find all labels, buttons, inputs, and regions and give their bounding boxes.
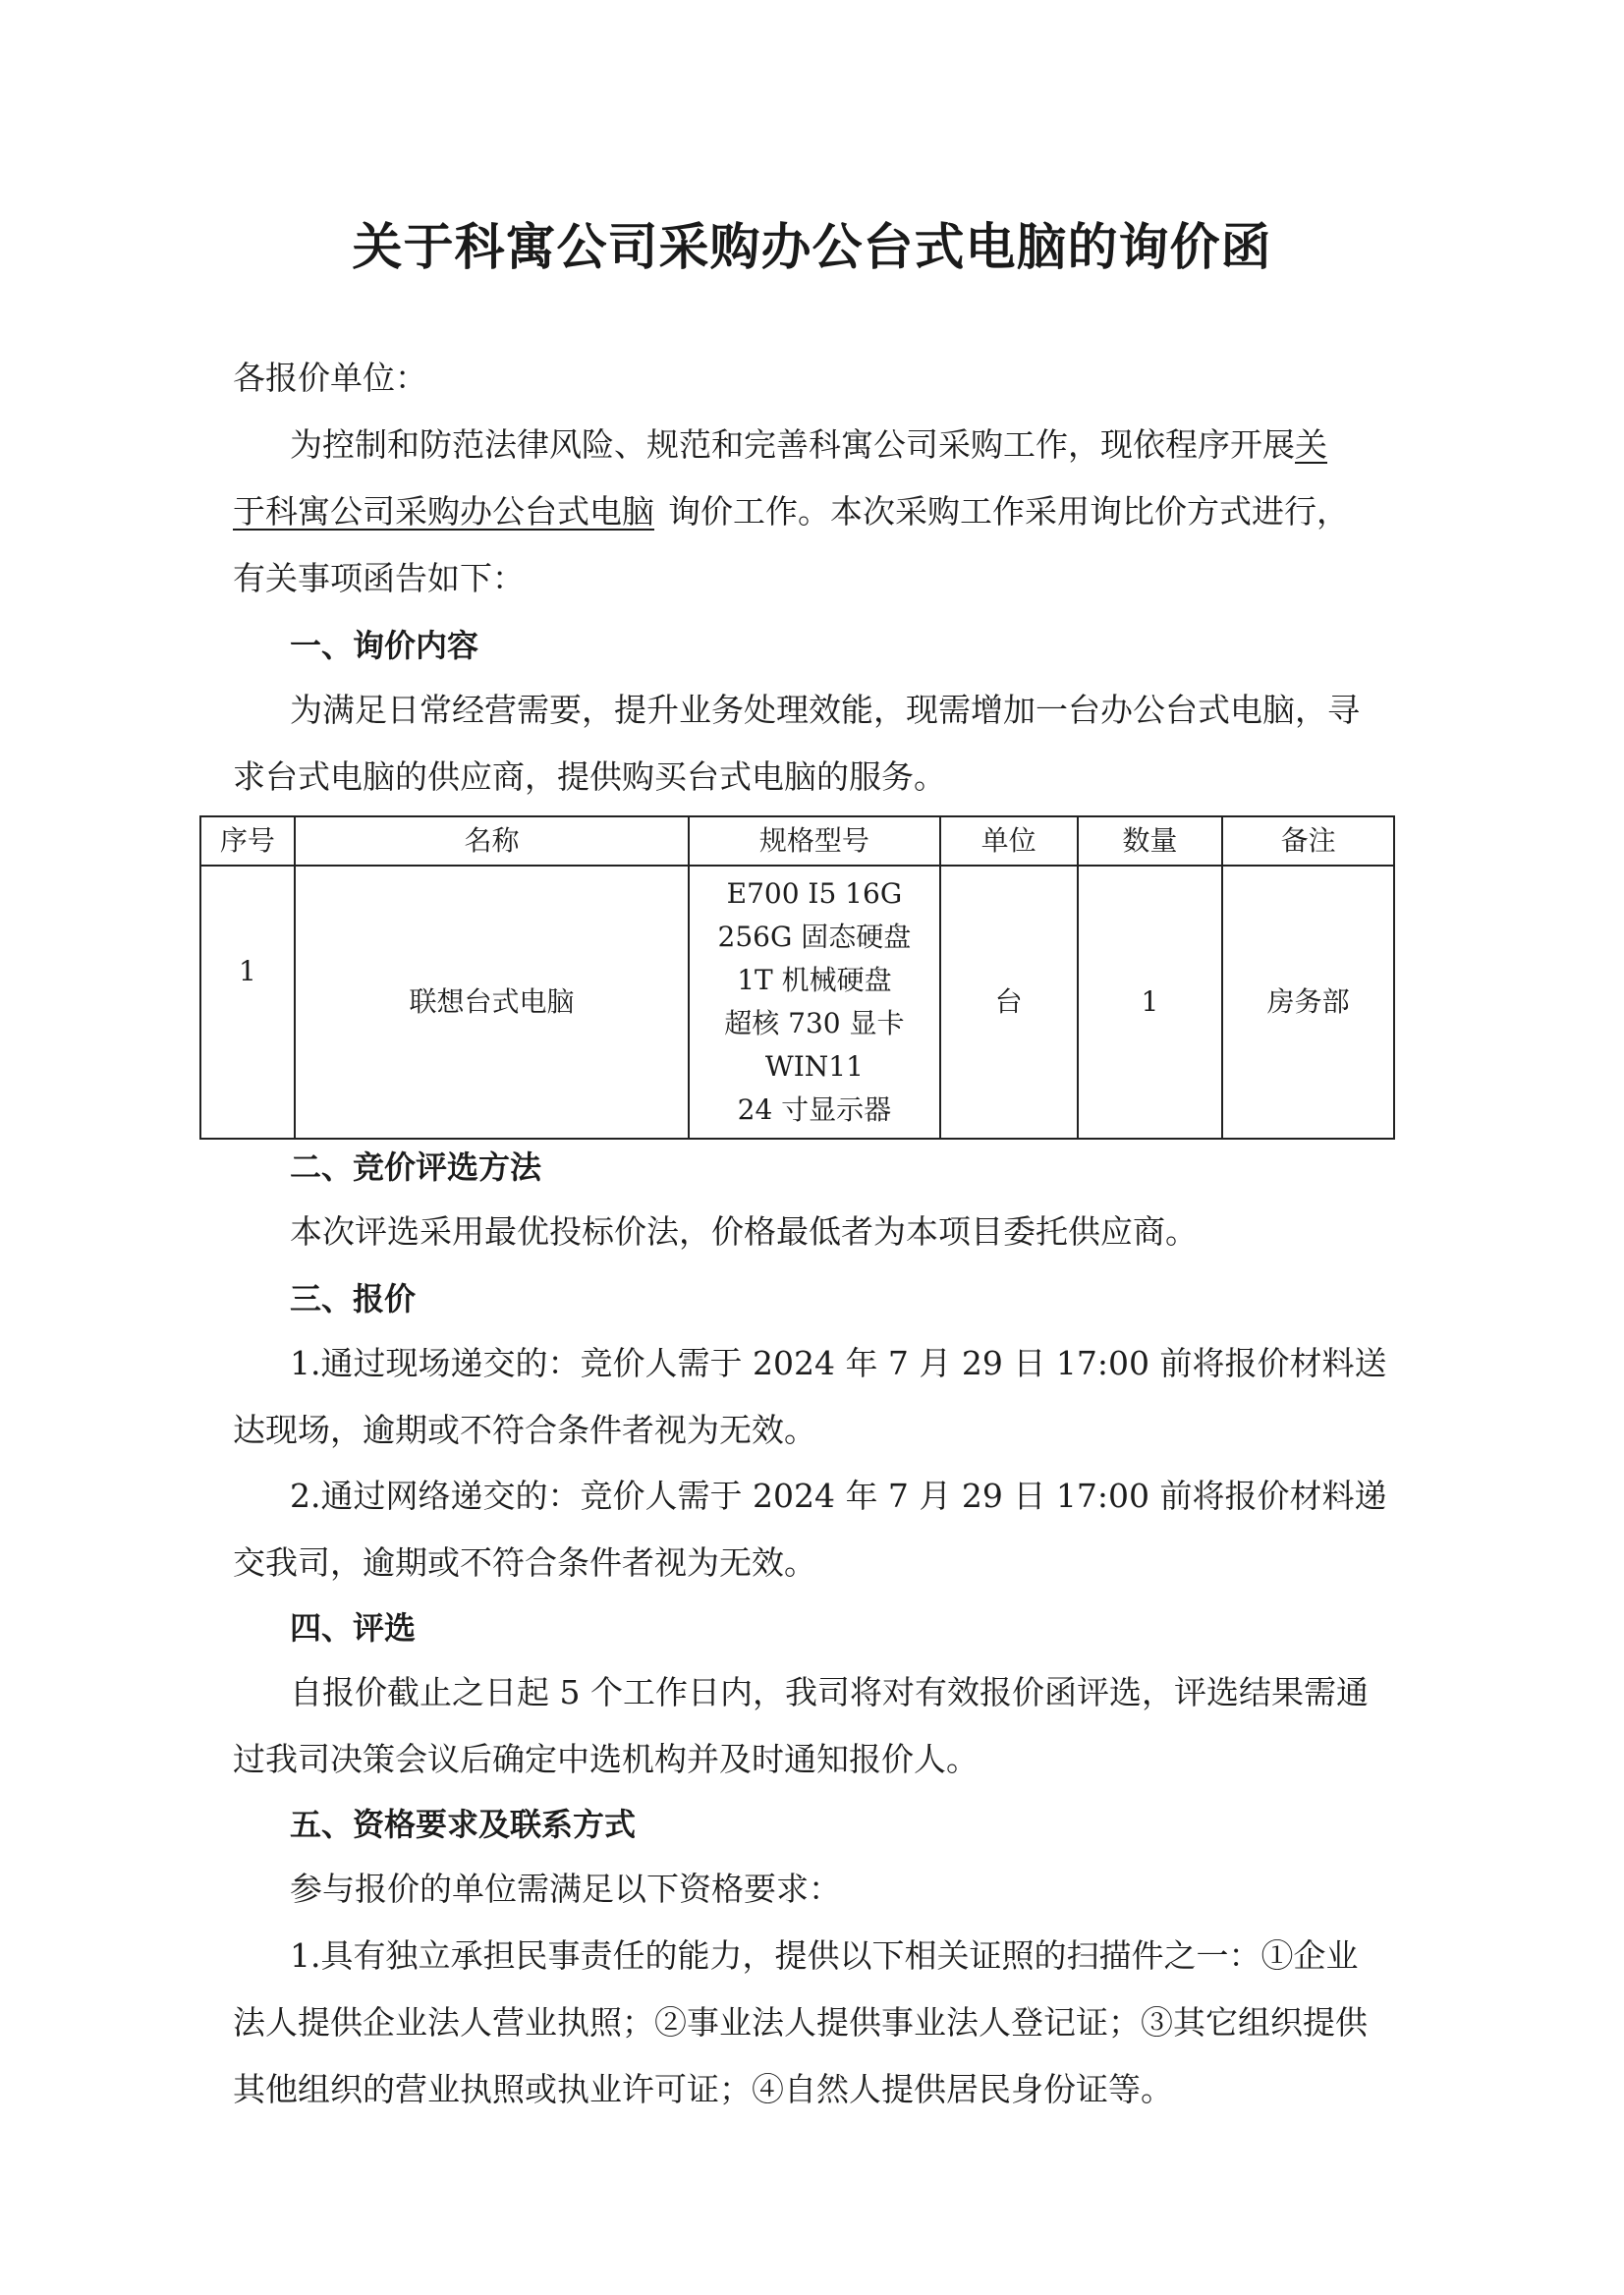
section-heading-quotation: 三、报价 (290, 1280, 417, 1317)
quotation-item1-line2: 达现场，逾期或不符合条件者视为无效。 (233, 1411, 816, 1449)
col-header-unit: 单位 (940, 816, 1078, 866)
spec-line: 256G 固态硬盘 (717, 921, 912, 953)
section-heading-qualification: 五、资格要求及联系方式 (290, 1806, 637, 1843)
cell-no: 1 (200, 866, 295, 1139)
qualification-item1-line1: 1.具有独立承担民事责任的能力，提供以下相关证照的扫描件之一：①企业 (290, 1936, 1359, 1975)
intro-line-3: 有关事项函告如下： (233, 559, 525, 597)
evaluation-line-1: 本次评选采用最优投标价法，价格最低者为本项目委托供应商。 (290, 1212, 1198, 1251)
cell-qty: 1 (1078, 866, 1223, 1139)
col-header-remark: 备注 (1222, 816, 1394, 866)
quotation-item1-line1: 1.通过现场递交的：竞价人需于 2024 年 7 月 29 日 17:00 前将报价材料送 (290, 1344, 1387, 1382)
intro-text: 为控制和防范法律风险、规范和完善科寓公司采购工作，现依程序开展 (290, 425, 1295, 464)
spec-line: 24 寸显示器 (737, 1093, 892, 1126)
cell-spec (689, 866, 940, 1139)
cell-name: 联想台式电脑 (295, 866, 689, 1139)
cell-remark: 房务部 (1222, 866, 1394, 1139)
spec-line: 1T 机械硬盘 (737, 964, 892, 996)
salutation: 各报价单位： (233, 359, 427, 397)
intro-line-2 (233, 492, 1349, 532)
spec-line: E700 I5 16G (726, 877, 903, 910)
cell-unit: 台 (940, 866, 1078, 1139)
quotation-item2-line2: 交我司，逾期或不符合条件者视为无效。 (233, 1543, 816, 1582)
qualification-item1-line2: 法人提供企业法人营业执照；②事业法人提供事业法人登记证；③其它组织提供 (233, 2003, 1368, 2042)
quotation-item2-line1: 2.通过网络递交的：竞价人需于 2024 年 7 月 29 日 17:00 前将报价材料递 (290, 1477, 1387, 1515)
section-heading-selection: 四、评选 (290, 1609, 417, 1647)
section-heading-evaluation-method: 二、竞价评选方法 (290, 1148, 542, 1186)
project-name-part1: 关 (1295, 425, 1327, 464)
qualification-line-1: 参与报价的单位需满足以下资格要求： (290, 1870, 841, 1908)
selection-line-1: 自报价截止之日起 5 个工作日内，我司将对有效报价函评选，评选结果需通 (290, 1673, 1369, 1711)
col-header-name: 名称 (295, 816, 689, 866)
table-header-row (200, 816, 1394, 866)
intro-text: 询价工作。本次采购工作采用询比价方式进行， (668, 492, 1349, 531)
table-row (200, 866, 1394, 1139)
spec-line: WIN11 (764, 1050, 864, 1083)
project-name-part2: 于科寓公司采购办公台式电脑 (233, 492, 654, 531)
inquiry-line-1: 为满足日常经营需要，提升业务处理效能，现需增加一台办公台式电脑，寻 (290, 691, 1360, 729)
section-heading-inquiry: 一、询价内容 (290, 627, 479, 664)
intro-line-1 (290, 425, 1327, 465)
col-header-no: 序号 (200, 816, 295, 866)
col-header-spec: 规格型号 (689, 816, 940, 866)
spec-line: 超核 730 显卡 (724, 1007, 905, 1039)
inquiry-line-2: 求台式电脑的供应商，提供购买台式电脑的服务。 (233, 757, 946, 796)
inquiry-table (199, 815, 1395, 1140)
col-header-qty: 数量 (1078, 816, 1223, 866)
document-title: 关于科寓公司采购办公台式电脑的询价函 (352, 219, 1272, 277)
qualification-item1-line3: 其他组织的营业执照或执业许可证；④自然人提供居民身份证等。 (233, 2070, 1173, 2108)
selection-line-2: 过我司决策会议后确定中选机构并及时通知报价人。 (233, 1740, 979, 1778)
